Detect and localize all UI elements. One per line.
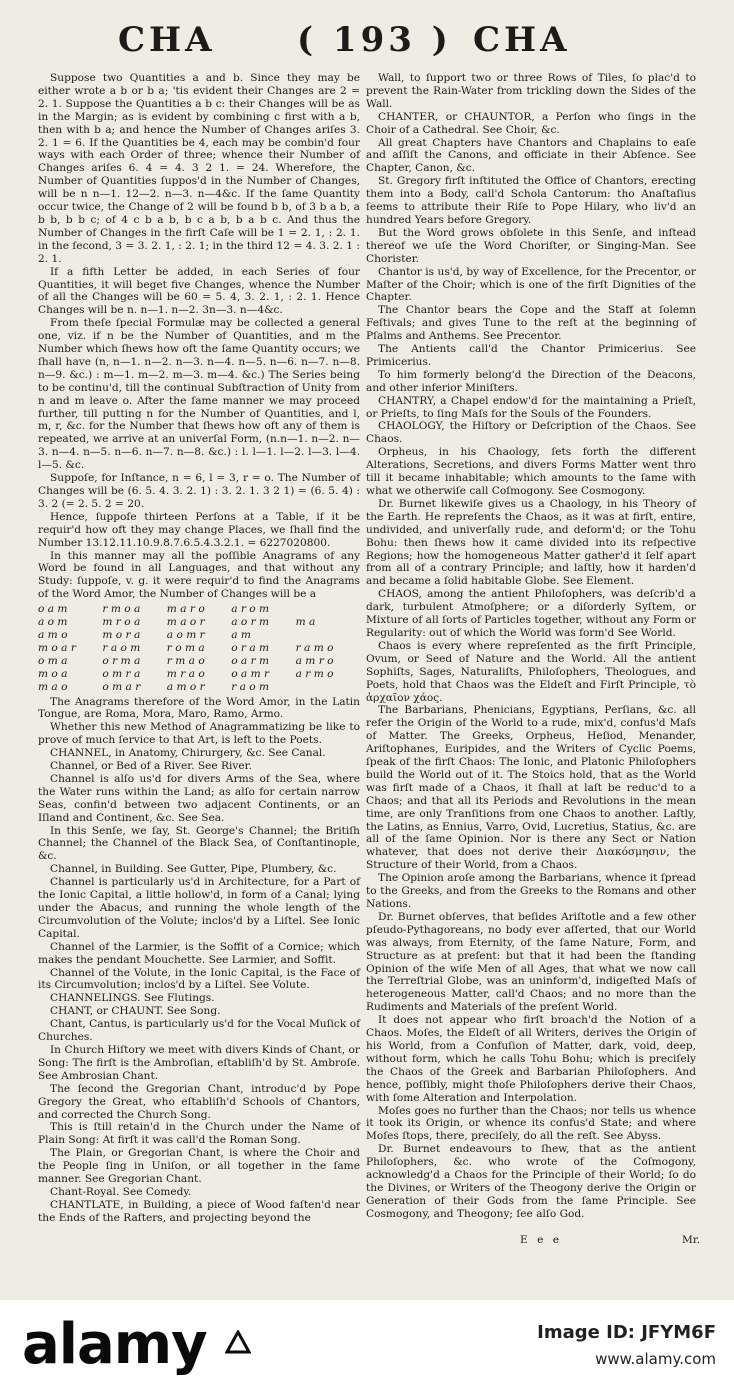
dictionary-entry: CHANT, or CHAUNT. See Song. [50,1005,221,1018]
left-column [38,72,360,1225]
paragraph: Whether this new Method of Anagrammatizing be like to prove of much ſervice to that Art, is left to the Poets. [38,721,360,747]
alamy-mark-icon [225,1330,251,1354]
anagram-cell: r o m a [166,641,205,654]
anagram-cell: a m [231,628,251,641]
paragraph: Suppoſe, for Inſtance, n = 6, l = 3, r = o. The Number of Changes will be (6. 5. 4. 3. 2. 1) : 3. 2. 1. 3 2 1) = (6. 5. 4) : 3. 2 (= 2. 5. 2 = 20. [38,472,360,510]
page-number: ( 193 ) [297,20,452,60]
paragraph: The ſecond the Gregorian Chant, introduc'd by Pope Gregory the Great, who eſtabliſh'd Schools of Chantors, and corrected the Church Song. [38,1082,360,1121]
anagram-cell: o a m [38,603,68,616]
paragraph: Channel is alſo us'd for divers Arms of the Sea, where the Water runs within the Land; as alſo for certain narrow Seas, confin'd between two adjacent Continents, or an Iſland and Continent, &c. See Sea. [38,772,360,824]
catchword: Mr. [682,1234,701,1246]
anagram-cell: m a o [38,680,68,693]
right-column [366,72,696,1221]
paragraph: The Anagrams therefore of the Word Amor, in the Latin Tongue, are Roma, Mora, Maro, Ramo, Armo. [38,695,360,721]
dictionary-entry: CHAOS, among the antient Philoſophers, was deſcrib'd a dark, turbulent Atmoſphere; or a diſorderly Syſtem, or Mixture of all ſorts of Particles together, without any Form or Regularity: out of which the World was form'd See World. [366,588,696,639]
paragraph: It does not appear who firſt broach'd the Notion of a Chaos. Moſes, the Eldeſt of all Writers, derives the Origin of his World, from a Confuſion of Matter, dark, void, deep, without form, which he calls Tohu Bohu; which is preciſely the Chaos of the Greek and Barbarian Philoſophers. And hence, poſſibly, might thoſe Philoſophers derive their Chaos, with ſome Alteration and Interpolation. [366,1014,696,1104]
paragraph: In this manner may all the poſſible Anagrams of any Word be found in all Languages, and that without any Study: ſuppoſe, v. g. it were requir'd to find the Anagrams of the Word Amor, the Number of Changes will be a [38,549,360,601]
paragraph: The Opinion aroſe among the Barbarians, whence it ſpread to the Greeks, and from the Greeks to the Romans and other Nations. [366,872,696,910]
paragraph: From theſe ſpecial Formulæ may be collected a general one, viz. if n be the Number of Quantities, and m the Number which ſhews how oft the ſame Quantity occurs; we ſhall have (n, n—1. n—2. n—3. n—4. n—5. n—6. n—7. n—8. n—9. &c.) : m—1. m—2. m—3. m—4. &c.) The Series being to be continu'd, till the continual Subſtraction of Unity from n and m leave o. After the ſame manner we may proceed further, till putting n for the Number of Quantities, and l, m, r, &c. for the Number that ſhews how oft any of them is repeated, we arrive at an univerſal Form, (n.n—1. n—2. n—3. n—4. n—5. n—6. n—7. n—8. &c.) : l. l—1. l—2. l—3. l—4. l—5. &c. [38,317,360,472]
anagram-cell: m a r o [166,603,205,616]
anagram-cell: a m o [38,628,68,641]
watermark-url: www.alamy.com [595,1350,716,1368]
anagram-cell: m o a r [38,641,76,654]
anagram-cell: m r o a [102,616,141,629]
paragraph: St. Gregory firſt inſtituted the Office of Chantors, erecting them into a Body, call'd Schola Cantorum: tho Anaſtaſius ſeems to attribute their Riſe to Pope Hilary, who liv'd an hundred Years before Gregory. [366,175,696,226]
paragraph: Chantor is us'd, by way of Excellence, for the Precentor, or Maſter of the Choir; which is one of the firſt Dignities of the Chapter. [366,265,696,304]
anagram-cell: r a o m [231,680,270,693]
paragraph: Channel of the Volute, in the Ionic Capital, is the Face of its Circumvolution; inclos'd by a Liſtel. See Volute. [38,966,360,992]
anagram-cell: r a m o [295,641,334,654]
anagram-cell: o r a m [231,641,270,654]
anagram-cell: o m a r [102,680,141,693]
paragraph: Dr. Burnet endeavours to ſhew, that as the antient Philoſophers, &c. who wrote of the Coſmogony, acknowledg'd a Chaos for the Principle of their World; ſo do the Divines, or Writers of the Theogony derive the Origin or Generation of their Gods from the ſame Principle. See Cosmogony, and Theogony; ſee alſo God. [366,1143,696,1220]
anagram-cell: r a o m [102,641,141,654]
dictionary-entry: Channel, in Building. See Gutter, Pipe, Plumbery, &c. [50,863,337,876]
anagram-cell: o a m r [231,667,270,680]
paragraph: Channel of the Larmier, is the Soffit of a Cornice; which makes the pendant Mouchette. See Larmier, and Soffit. [38,940,360,966]
anagram-cell: a m o r [166,680,205,693]
dictionary-entry: CHANTER, or CHAUNTOR, a Perſon who ſings in the Choir of a Cathedral. See Choir, &c. [366,110,696,136]
anagram-cell: o m a [38,654,68,667]
paragraph: Channel is particularly us'd in Architecture, for a Part of the Ionic Capital, a little hollow'd, in form of a Canal; lying under the Abacus, and running the whole length of the Circumvolution of the Volute; inclos'd by a Liſtel. See Ionic Capital. [38,876,360,940]
paragraph: The Plain, or Gregorian Chant, is where the Choir and the People ſing in Uniſon, or all together in the ſame manner. See Gregorian Chant. [38,1147,360,1186]
paragraph: In this Senſe, we ſay, St. George's Channel; the Britiſh Channel; the Channel of the Black Sea, of Conſtantinople, &c. [38,824,360,863]
paragraph: But the Word grows obſolete in this Senſe, and inſtead thereof we uſe the Word Choriſter, or Singing-Man. See Chorister. [366,226,696,265]
anagram-cell [296,603,360,616]
paragraph: Moſes goes no further than the Chaos; nor tells us whence it took its Origin, or whence its confus'd State; and where Moſes ſtops, there, preciſely, do all the reſt. See Abyss. [366,1104,696,1143]
anagram-cell: a m r o [295,654,334,667]
anagram-cell: m a o r [166,616,205,629]
dictionary-entry: Channel, or Bed of a River. See River. [50,760,252,773]
dictionary-entry: CHANNELINGS. See Flutings. [50,992,215,1005]
paragraph: All great Chapters have Chantors and Chaplains to eaſe and aſſiſt the Canons, and officiate in their Abſence. See Chapter, Canon, &c. [366,136,696,175]
anagram-cell: m a [295,616,316,629]
anagram-cell [296,681,360,694]
paragraph: Hence, ſuppoſe thirteen Perſons at a Table, if it be requir'd how oft they may change Places, we ſhall find the Number 13.12.11.10.9.8.7.6.5.4.3.2.1. = 6227020800. [38,510,360,549]
paragraph: Dr. Burnet likewiſe gives us a Chaology, in his Theory of the Earth. He repreſents the Chaos, as it was at firſt, entire, undivided, and univerſally rude, and deform'd; or the Tohu Bohu: then ſhews how it came divided into its reſpective Regions; how the homogeneous Matter gather'd it ſelf apart from all of a contrary Principle; and laſtly, how it harden'd and became a ſolid habitable Globe. See Element. [366,497,696,588]
dictionary-entry: Chant-Royal. See Comedy. [50,1185,192,1198]
running-head-left: CHA [118,20,216,60]
paragraph: Dr. Burnet obſerves, that beſides Ariſtotle and a few other pſeudo-Pythagoreans, no body ever aſſerted, that our World was always, from Eternity, of the ſame Nature, Form, and Structure as at preſent: but that it had been the ſtanding Opinion of the wiſe Men of all Ages, that what we now call the Terreſtrial Globe, was an uninform'd, indigeſted Maſs of heterogeneous Matter, call'd Chaos; and no more than the Rudiments and Materials of the preſent World. [366,910,696,1014]
anagram-cell [296,629,360,642]
anagram-cell: m r a o [166,667,205,680]
anagram-cell: m o r a [102,628,141,641]
anagram-cell: a o r m [231,616,270,629]
anagram-table [38,603,360,693]
paragraph: Orpheus, in his Chaology, ſets forth the different Alterations, Secretions, and divers Forms Matter went thro till it became inhabitable; which amounts to the ſame with what we otherwiſe call Coſmogony. See Cosmogony. [366,446,696,497]
anagram-cell: a r o m [231,603,270,616]
anagram-cell: m o a [38,667,68,680]
anagram-cell: r m o a [102,603,141,616]
running-head-right: CHA [473,20,571,60]
dictionary-entry: CHANTLATE, in Building, a piece of Wood faſten'd near the Ends of the Rafters, and projecting beyond the [38,1198,360,1224]
paragraph: The Barbarians, Phenicians, Egyptians, Perſians, &c. all refer the Origin of the World to a rude, mix'd, confus'd Maſs of Matter. The Greeks, Orpheus, Heſiod, Menander, Ariſtophanes, Euripides, and the Writers of Cyclic Poems, ſpeak of the firſt Chaos: The Ionic, and Platonic Philoſophers build the World out of it. The Stoics hold, that as the World was firſt made of a Chaos, it ſhall at laſt be reduc'd to a Chaos; and that all its Periods and Revolutions in the mean time, are only Tranſitions from one Chaos to another. Laſtly, the Latins, as Ennius, Varro, Ovid, Lucretius, Statius, &c. are all of the ſame Opinion. Nor is there any Sect or Nation whatever, that does not derive their Διακόσμησιν, the Structure of their World, from a Chaos. [366,704,696,872]
paragraph: The Antients call'd the Chantor Primicerius. See Primicerius. [366,343,696,368]
paragraph: In Church Hiſtory we meet with divers Kinds of Chant, or Song: The firſt is the Ambroſian, eſtabliſh'd by St. Ambroſe. See Ambrosian Chant. [38,1043,360,1082]
paragraph: The Chantor bears the Cope and the Staff at ſolemn Feſtivals; and gives Tune to the reſt at the beginning of Pſalms and Anthems. See Precentor. [366,304,696,343]
anagram-cell: o a r m [231,654,270,667]
signature-mark: E e e [520,1234,563,1246]
paragraph: Chaos is every where repreſented as the firſt Principle, Ovum, or Seed of Nature and the World. All the antient Sophiſts, Sages, Naturaliſts, Philoſophers, Theologues, and Poets, hold that Chaos was the Eldeſt and Firſt Principle, τὸ ἀρχαῖον χάος. [366,639,696,704]
paragraph: This is ſtill retain'd in the Church under the Name of Plain Song: At firſt it was call'd the Roman Song. [38,1121,360,1147]
paragraph: Suppose two Quantities a and b. Since they may be either wrote a b or b a; 'tis evident their Changes are 2 = 2. 1. Suppose the Quantities a b c: their Changes will be as in the Margin; as is evident by combining c first with a b, then with b a; and hence the Number of Changes ariſes 3. 2. 1 = 6. If the Quantities be 4, each may be combin'd four ways with each Order of three; whence their Number of Changes ariſes 6. 4 = 4. 3 2 1. = 24. Wherefore, the Number of Quantities ſuppos'd in the Number of Changes, will be n n—1. 12—2. n—3. n—4&c. If the ſame Quantity occur twice, the Change of 2 will be found b b, of 3 b a b, a b b, b b c; of 4 c b a b, b c a b, b a b c. And thus the Number of Changes in the firſt Caſe will be 1 = 2. 1, : 2. 1. in the ſecond, 3 = 3. 2. 1, : 2. 1; in the third 12 = 4. 3. 2. 1 : 2. 1. [38,72,360,265]
anagram-cell: o m r a [102,667,141,680]
anagram-cell: a o m r [166,628,205,641]
watermark-bar [0,1300,734,1390]
anagram-cell: a r m o [295,667,334,680]
image-id: Image ID: JFYM6F [537,1322,716,1343]
dictionary-entry: CHANNEL, in Anatomy, Chirurgery, &c. See Canal. [50,747,326,760]
paragraph: To him formerly belong'd the Direction of the Deacons, and other inferior Miniſters. [366,368,696,394]
dictionary-entry: CHAOLOGY, the Hiſtory or Deſcription of the Chaos. See Chaos. [366,420,696,446]
anagram-cell: a o m [38,616,68,629]
paragraph: Wall, to ſupport two or three Rows of Tiles, ſo plac'd to prevent the Rain-Water from trickling down the Sides of the Wall. [366,72,696,110]
alamy-logo: alamy [22,1312,207,1377]
paragraph: Chant, Cantus, is particularly us'd for the Vocal Muſick of Churches. [38,1018,360,1044]
paragraph: If a fifth Letter be added, in each Series of four Quantities, it will beget five Changes, whence the Number of all the Changes will be 60 = 5. 4, 3. 2. 1, : 2. 1. Hence Changes will be n. n—1. n—2. 3n—3. n—4&c. [38,265,360,317]
dictionary-entry: CHANTRY, a Chapel endow'd for the maintaining a Prieſt, or Prieſts, to ſing Maſs for the Souls of the Founders. [366,394,696,420]
anagram-cell: o r m a [102,654,141,667]
anagram-cell: r m a o [166,654,205,667]
